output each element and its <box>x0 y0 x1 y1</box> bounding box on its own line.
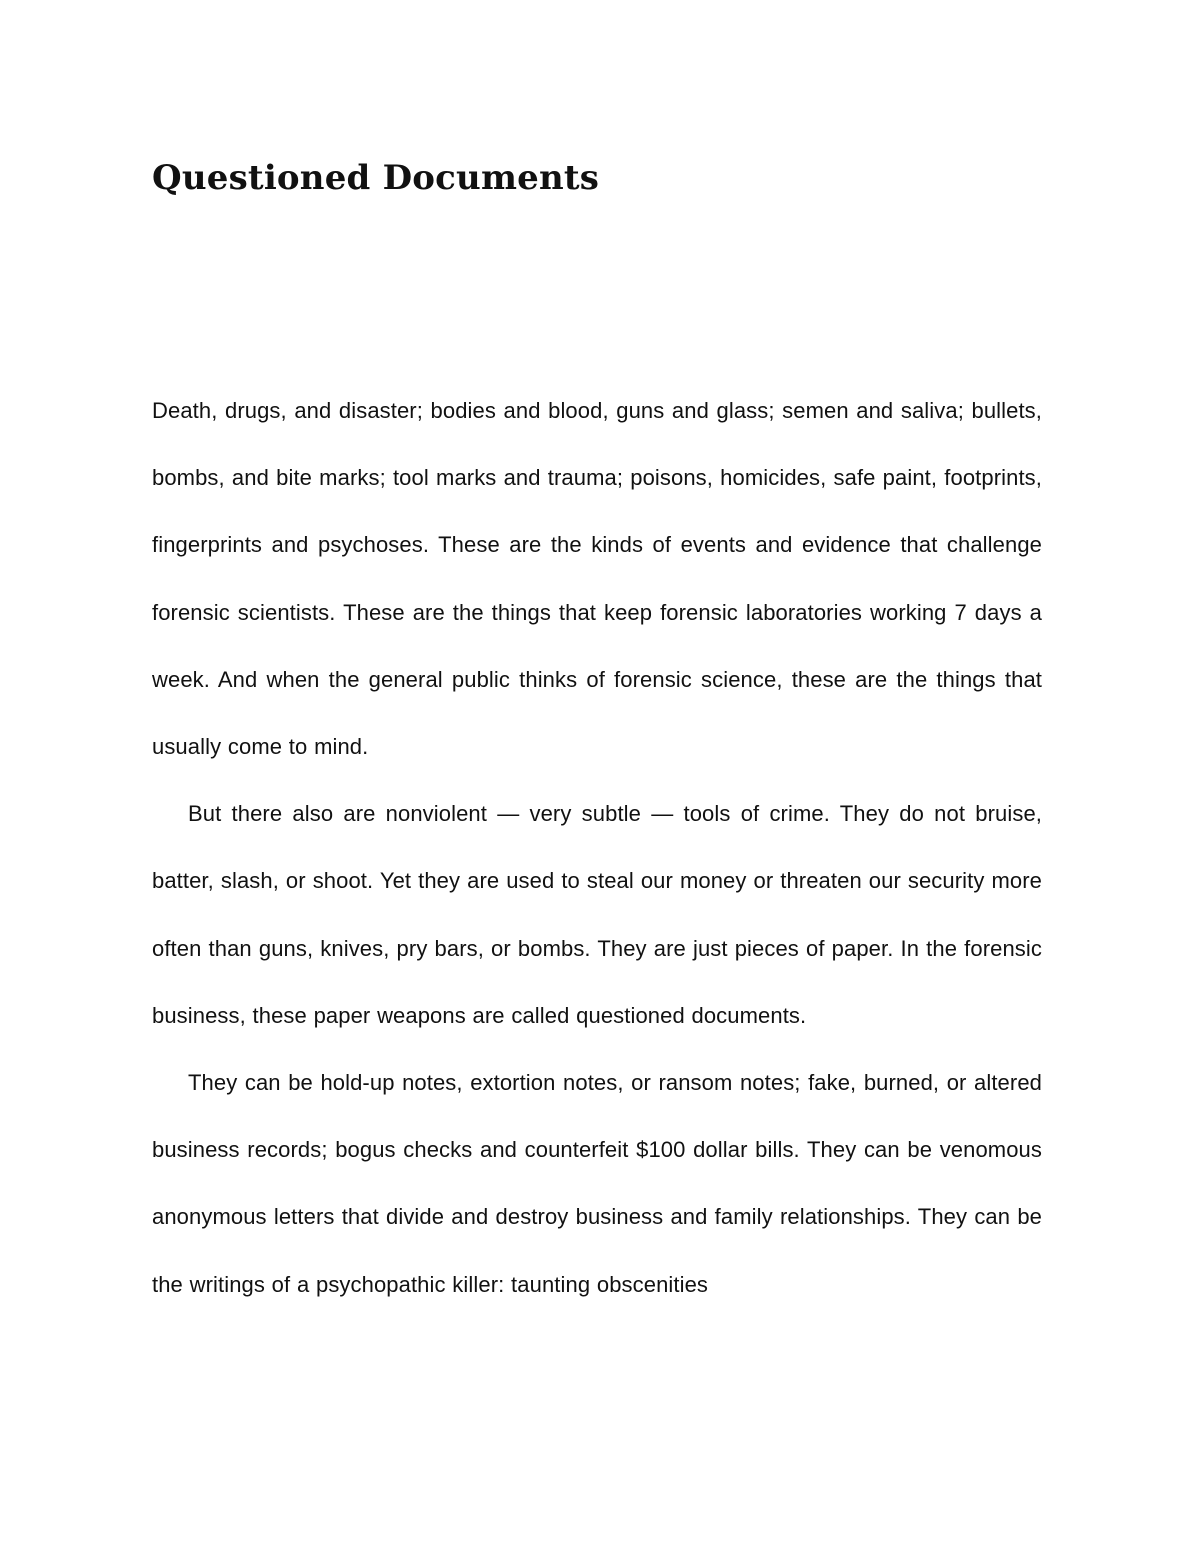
paragraph-3: They can be hold-up notes, extortion notes, or ransom notes; fake, burned, or altered business records; bogus checks and counterfeit $100 dollar bills. They can be venomous anonymous letters that divide and destroy business and family relationships. They can be the writings of a psychopathic killer: taunting obscenities <box>152 1070 1042 1297</box>
paragraph-2: But there also are nonviolent — very subtle — tools of crime. They do not bruise, batter, slash, or shoot. Yet they are used to steal our money or threaten our security more often than guns, knives, pry bars, or bombs. They are just pieces of paper. In the forensic business, these paper weapons are called questioned documents. <box>152 801 1042 1028</box>
paragraph-1: Death, drugs, and disaster; bodies and blood, guns and glass; semen and saliva; bullets, bombs, and bite marks; tool marks and trauma; poisons, homicides, safe paint, footprints, fingerprints and psychoses. These are the kinds of events and evidence that challenge forensic scientists. These are the things that keep forensic laboratories working 7 days a week. And when the general public thinks of forensic science, these are the things that usually come to mind. <box>152 398 1042 760</box>
document-body <box>152 377 1042 1318</box>
document-title: Questioned Documents <box>152 158 600 198</box>
